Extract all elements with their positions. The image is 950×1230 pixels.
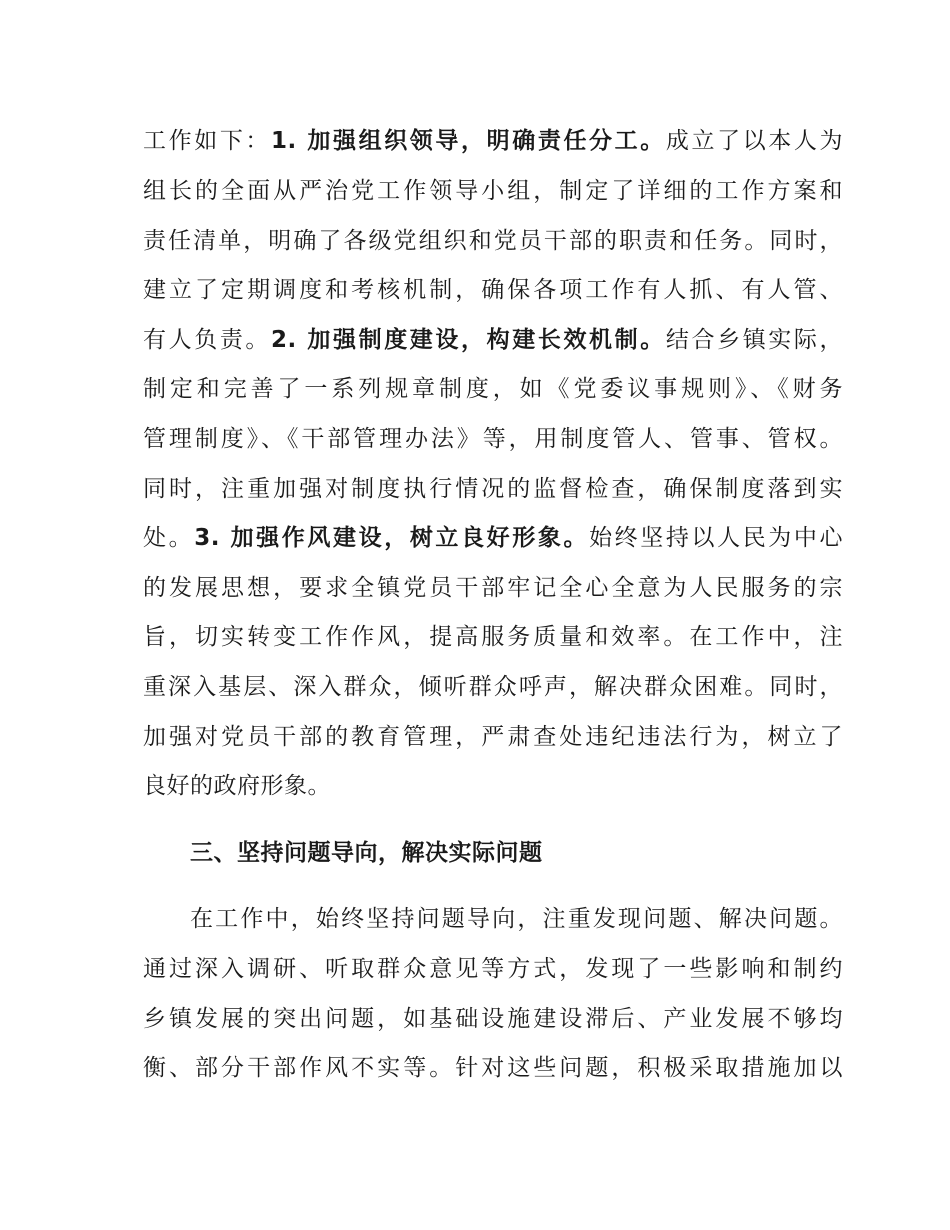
text-run: 成立了以本人为 — [665, 128, 844, 154]
paragraph-line: 组长的全面从严治党工作领导小组，制定了详细的工作方案和 — [143, 178, 843, 204]
bold-heading-run: 1. 加强组织领导，明确责任分工。 — [271, 128, 666, 154]
paragraph-line: 良好的政府形象。 — [143, 773, 331, 799]
paragraph-line: 责任清单，明确了各级党组织和党员干部的职责和任务。同时， — [143, 228, 843, 254]
paragraph-line — [143, 126, 843, 156]
paragraph-line: 建立了定期调度和考核机制，确保各项工作有人抓、有人管、 — [143, 277, 843, 303]
paragraph-line: 制定和完善了一系列规章制度，如《党委议事规则》、《财务 — [143, 376, 843, 402]
paragraph-line: 同时，注重加强对制度执行情况的监督检查，确保制度落到实 — [143, 476, 843, 502]
paragraph-line: 在工作中，始终坚持问题导向，注重发现问题、解决问题。 — [190, 906, 843, 932]
paragraph-line — [143, 523, 843, 553]
text-run: 工作如下： — [143, 128, 272, 154]
section-heading: 三、坚持问题导向，解决实际问题 — [190, 840, 543, 866]
paragraph-line: 通过深入调研、听取群众意见等方式，发现了一些影响和制约 — [143, 956, 843, 982]
paragraph-line: 管理制度》、《干部管理办法》等，用制度管人、管事、管权。 — [143, 426, 843, 452]
paragraph-line — [143, 325, 843, 355]
bold-heading-run: 2. 加强制度建设，构建长效机制。 — [271, 327, 666, 353]
paragraph-line: 的发展思想，要求全镇党员干部牢记全心全意为人民服务的宗 — [143, 575, 843, 601]
text-run: 始终坚持以人民为中心 — [589, 525, 844, 551]
bold-heading-run: 3. 加强作风建设，树立良好形象。 — [194, 525, 590, 551]
paragraph-line: 乡镇发展的突出问题，如基础设施建设滞后、产业发展不够均 — [143, 1006, 843, 1032]
paragraph-line: 旨，切实转变工作作风，提高服务质量和效率。在工作中，注 — [143, 624, 843, 650]
text-run: 有人负责。 — [143, 327, 272, 353]
text-run: 结合乡镇实际， — [665, 327, 844, 353]
paragraph-line: 加强对党员干部的教育管理，严肃查处违纪违法行为，树立了 — [143, 724, 843, 750]
paragraph-line: 衡、部分干部作风不实等。针对这些问题，积极采取措施加以 — [143, 1055, 843, 1081]
paragraph-line: 重深入基层、深入群众，倾听群众呼声，解决群众困难。同时， — [143, 674, 843, 700]
text-run: 处。 — [143, 525, 195, 551]
